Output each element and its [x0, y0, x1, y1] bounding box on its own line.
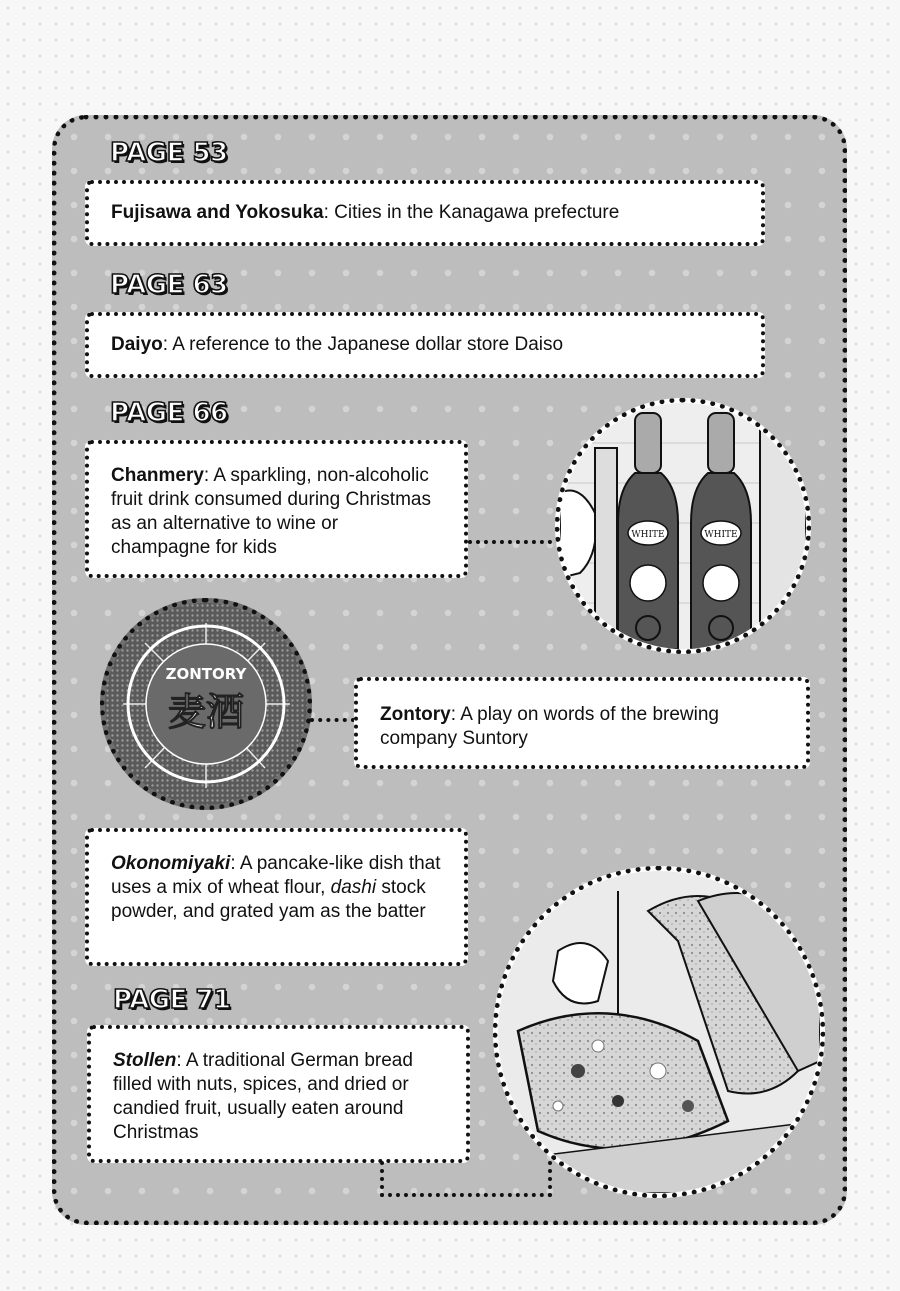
note-zontory: [354, 677, 810, 769]
note-definition: : A sparkling, non-alcoholic fruit drink consumed during Christmas as an alternative to wine or champagne for kids: [111, 465, 431, 558]
note-fujisawa-yokosuka: [85, 180, 765, 246]
connector-zontory: [310, 718, 355, 722]
can-kanji-text: 麦酒: [167, 689, 245, 734]
note-term: Zontory: [380, 704, 451, 725]
note-term: Fujisawa and Yokosuka: [111, 202, 324, 223]
note-definition: : A play on words of the brewing company Suntory: [380, 704, 719, 749]
note-term: Okonomiyaki: [111, 853, 231, 874]
note-definition: stock powder, and grated yam as the batter: [111, 877, 426, 922]
note-definition: : Cities in the Kanagawa prefecture: [323, 202, 620, 223]
note-chanmery: [85, 440, 468, 578]
note-definition: : A reference to the Japanese dollar store Daiso: [162, 334, 564, 355]
heading-page-63: PAGE 63: [110, 270, 228, 300]
bottle-label: WHITE: [631, 530, 665, 540]
note-term: Daiyo: [111, 334, 163, 355]
heading-page-53: PAGE 53: [110, 138, 228, 168]
bottle-label: WHITE: [704, 530, 738, 540]
note-definition: : A traditional German bread filled with nuts, spices, and dried or candied fruit, usually eaten around Christmas: [113, 1050, 413, 1143]
chanmery-bottles-illustration: [555, 398, 811, 654]
connector-chanmery: [468, 540, 560, 544]
bottles-drawing: [560, 403, 806, 649]
note-term: Chanmery: [111, 465, 204, 486]
note-daiyo: [85, 312, 765, 378]
note-term: Stollen: [113, 1050, 177, 1071]
zontory-can-illustration: [100, 598, 312, 810]
heading-page-71: PAGE 71: [113, 985, 231, 1015]
note-stollen: [87, 1025, 470, 1163]
note-definition: : A pancake-like dish that uses a mix of wheat flour,: [111, 853, 441, 898]
connector-stollen: [380, 1161, 552, 1197]
can-brand-text: ZONTORY: [165, 665, 247, 683]
stollen-illustration: [493, 866, 825, 1198]
note-definition-italic: dashi: [330, 877, 377, 898]
note-okonomiyaki: [85, 828, 468, 966]
heading-page-66: PAGE 66: [110, 398, 228, 428]
can-drawing: [105, 603, 307, 805]
stollen-drawing: [498, 871, 820, 1193]
